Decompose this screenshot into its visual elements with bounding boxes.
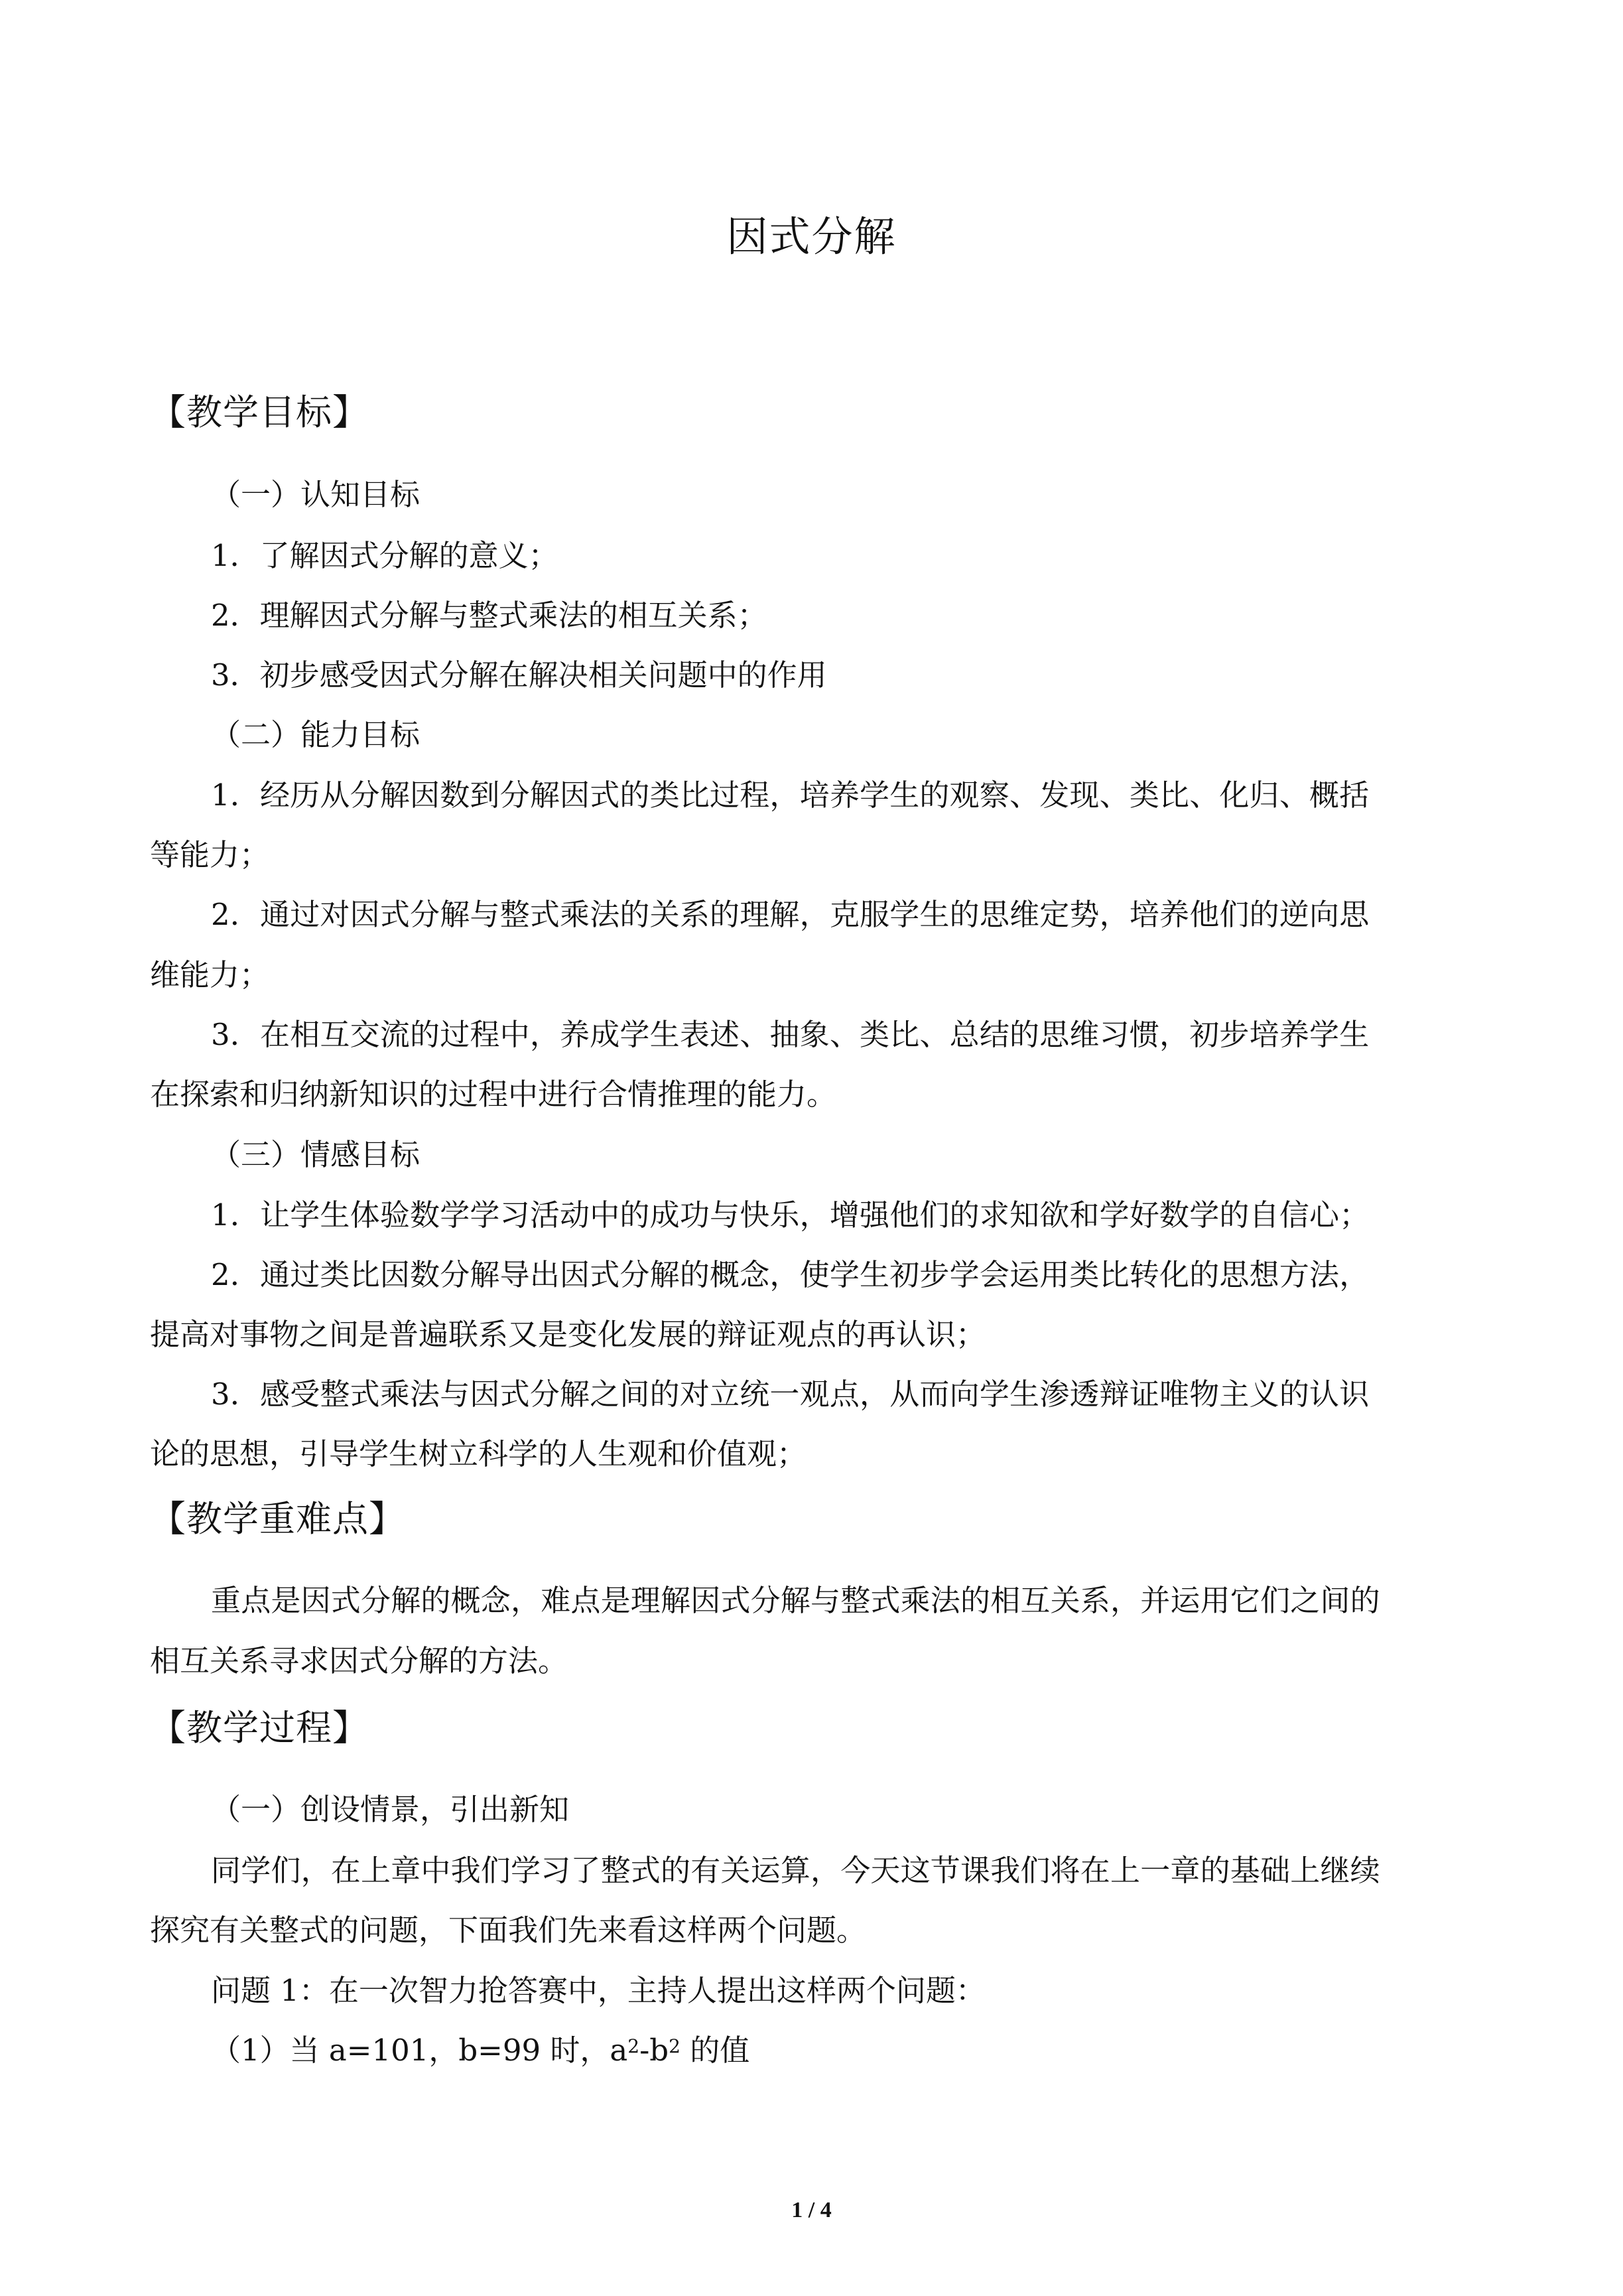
paragraph-line: 同学们，在上章中我们学习了整式的有关运算，今天这节课我们将在上一章的基础上继续 (211, 1853, 1380, 1888)
subheading-cognitive: （一）认知目标 (211, 477, 421, 512)
formula-mid: -b (639, 2033, 669, 2068)
formula-suffix: 的值 (680, 2033, 750, 2068)
paragraph-line: 探究有关整式的问题，下面我们先来看这样两个问题。 (150, 1913, 867, 1948)
paragraph-line: 1．让学生体验数学学习活动中的成功与快乐，增强他们的求知欲和学好数学的自信心； (211, 1197, 1370, 1233)
subheading-ability: （二）能力目标 (211, 717, 421, 752)
page-number: 1 / 4 (791, 2198, 832, 2222)
paragraph-line: 2．通过对因式分解与整式乘法的关系的理解，克服学生的思维定势，培养他们的逆向思 (211, 897, 1370, 932)
list-item: 2．理解因式分解与整式乘法的相互关系； (211, 598, 767, 633)
formula-prefix: （1）当 a=101，b=99 时，a (211, 2033, 628, 2068)
paragraph-line: 论的思想，引导学生树立科学的人生观和价值观； (150, 1436, 807, 1471)
subheading-emotion: （三）情感目标 (211, 1137, 421, 1172)
paragraph-line: 相互关系寻求因式分解的方法。 (150, 1643, 568, 1678)
list-item: 3．初步感受因式分解在解决相关问题中的作用 (211, 657, 827, 693)
formula-line (211, 2027, 749, 2074)
exponent: 2 (669, 2035, 681, 2057)
paragraph-line: 重点是因式分解的概念，难点是理解因式分解与整式乘法的相互关系，并运用它们之间的 (211, 1583, 1380, 1618)
paragraph-line: 等能力； (150, 837, 270, 872)
paragraph-line: 3．在相互交流的过程中，养成学生表述、抽象、类比、总结的思维习惯，初步培养学生 (211, 1017, 1370, 1052)
paragraph-line: 1．经历从分解因数到分解因式的类比过程，培养学生的观察、发现、类比、化归、概括 (211, 777, 1370, 813)
section-heading-key-points: 【教学重难点】 (150, 1498, 405, 1540)
section-heading-process: 【教学过程】 (150, 1707, 369, 1749)
subheading-step1: （一）创设情景，引出新知 (211, 1792, 570, 1827)
exponent: 2 (627, 2035, 640, 2057)
paragraph-line: 维能力； (150, 957, 270, 992)
paragraph-line: 3．感受整式乘法与因式分解之间的对立统一观点，从而向学生渗透辩证唯物主义的认识 (211, 1377, 1370, 1412)
list-item: 1．了解因式分解的意义； (211, 538, 558, 573)
paragraph-line: 2．通过类比因数分解导出因式分解的概念，使学生初步学会运用类比转化的思想方法， (211, 1257, 1370, 1292)
paragraph-line: 在探索和归纳新知识的过程中进行合情推理的能力。 (150, 1077, 837, 1112)
section-heading-goals: 【教学目标】 (150, 391, 369, 433)
paragraph-line: 问题 1：在一次智力抢答赛中，主持人提出这样两个问题： (211, 1973, 986, 2008)
paragraph-line: 提高对事物之间是普遍联系又是变化发展的辩证观点的再认识； (150, 1317, 986, 1352)
page-title: 因式分解 (726, 212, 897, 261)
